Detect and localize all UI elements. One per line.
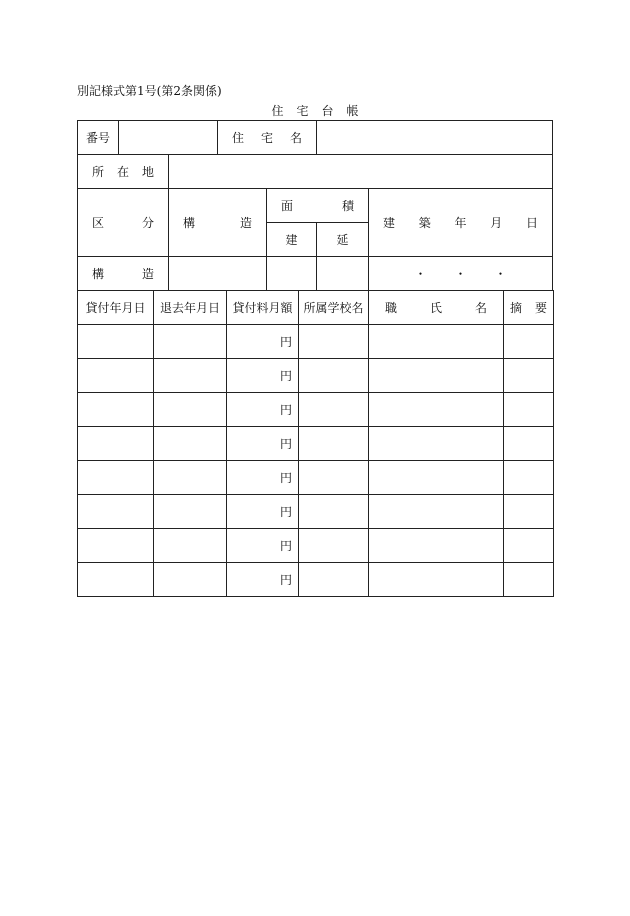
total-floor-area-value[interactable] xyxy=(316,256,369,291)
char: 所 xyxy=(92,165,105,179)
char: 氏 xyxy=(429,301,442,315)
column-header xyxy=(368,290,504,325)
table-cell[interactable]: 円 xyxy=(226,562,299,597)
table-cell[interactable] xyxy=(368,324,504,359)
table-cell[interactable] xyxy=(503,324,554,359)
char: 号 xyxy=(98,131,111,145)
location-value[interactable] xyxy=(168,154,553,189)
table-cell[interactable] xyxy=(503,426,554,461)
char: 職 xyxy=(385,301,398,315)
table-cell[interactable] xyxy=(153,426,227,461)
char: 地 xyxy=(141,165,154,179)
table-cell[interactable] xyxy=(503,562,554,597)
char: ・ xyxy=(414,267,427,281)
house-name-value[interactable] xyxy=(316,120,553,155)
table-cell[interactable] xyxy=(298,494,369,529)
char: 造 xyxy=(141,267,154,281)
table-cell[interactable] xyxy=(368,392,504,427)
column-header: 所属学校名 xyxy=(298,290,369,325)
table-cell[interactable] xyxy=(368,494,504,529)
table-cell[interactable] xyxy=(298,528,369,563)
char: ・ xyxy=(494,267,507,281)
table-cell[interactable] xyxy=(153,460,227,495)
table-cell[interactable] xyxy=(298,562,369,597)
char: 築 xyxy=(418,216,431,230)
char: 分 xyxy=(141,216,154,230)
number-value[interactable] xyxy=(118,120,218,155)
char: 名 xyxy=(474,301,487,315)
table-cell[interactable] xyxy=(153,528,227,563)
house-name-label xyxy=(217,120,317,155)
construction-date-label xyxy=(368,188,553,257)
table-cell[interactable] xyxy=(298,392,369,427)
char: 月 xyxy=(490,216,503,230)
column-header: 退去年月日 xyxy=(153,290,227,325)
structure-value[interactable] xyxy=(168,256,267,291)
table-cell[interactable] xyxy=(298,426,369,461)
char: 造 xyxy=(239,216,252,230)
table-cell[interactable]: 円 xyxy=(226,494,299,529)
table-cell[interactable] xyxy=(153,358,227,393)
table-cell[interactable] xyxy=(503,392,554,427)
table-cell[interactable]: 円 xyxy=(226,324,299,359)
char: 面 xyxy=(281,199,294,213)
location-label xyxy=(77,154,169,189)
number-label xyxy=(77,120,119,155)
char: 構 xyxy=(92,267,105,281)
table-cell[interactable] xyxy=(368,528,504,563)
table-cell[interactable]: 円 xyxy=(226,528,299,563)
form-title: 住宅台帳 xyxy=(271,104,372,118)
form-caption: 別記様式第1号(第2条関係) xyxy=(77,84,222,98)
table-cell[interactable] xyxy=(368,358,504,393)
table-cell[interactable] xyxy=(77,460,154,495)
char: ・ xyxy=(454,267,467,281)
table-cell[interactable]: 円 xyxy=(226,358,299,393)
building-area-label: 建 xyxy=(266,222,317,257)
table-cell[interactable] xyxy=(77,324,154,359)
table-cell[interactable] xyxy=(153,392,227,427)
char: 日 xyxy=(525,216,538,230)
table-cell[interactable] xyxy=(153,494,227,529)
char: 区 xyxy=(92,216,105,230)
total-floor-area-label: 延 xyxy=(316,222,369,257)
char: 摘 xyxy=(510,301,523,315)
table-cell[interactable] xyxy=(153,324,227,359)
column-header xyxy=(503,290,554,325)
building-area-value[interactable] xyxy=(266,256,317,291)
char: 構 xyxy=(183,216,196,230)
table-cell[interactable] xyxy=(77,392,154,427)
table-cell[interactable] xyxy=(368,562,504,597)
area-label xyxy=(266,188,369,223)
table-cell[interactable] xyxy=(368,426,504,461)
char: 年 xyxy=(454,216,467,230)
column-header: 貸付年月日 xyxy=(77,290,154,325)
table-cell[interactable] xyxy=(298,358,369,393)
char: 番 xyxy=(85,131,98,145)
table-cell[interactable] xyxy=(77,358,154,393)
table-cell[interactable] xyxy=(503,358,554,393)
division-label xyxy=(77,188,169,257)
table-cell[interactable]: 円 xyxy=(226,426,299,461)
char: 住 xyxy=(232,131,245,145)
table-cell[interactable] xyxy=(298,460,369,495)
char: 名 xyxy=(289,131,302,145)
table-cell[interactable]: 円 xyxy=(226,460,299,495)
table-cell[interactable]: 円 xyxy=(226,392,299,427)
table-cell[interactable] xyxy=(503,528,554,563)
char: 在 xyxy=(116,165,129,179)
column-header: 貸付料月額 xyxy=(226,290,299,325)
construction-date-value xyxy=(368,256,553,291)
table-cell[interactable] xyxy=(153,562,227,597)
structure-row-label xyxy=(77,256,169,291)
table-cell[interactable] xyxy=(77,528,154,563)
table-cell[interactable] xyxy=(77,494,154,529)
char: 積 xyxy=(341,199,354,213)
table-cell[interactable] xyxy=(503,494,554,529)
table-cell[interactable] xyxy=(77,562,154,597)
table-cell[interactable] xyxy=(77,426,154,461)
char: 宅 xyxy=(260,131,273,145)
char: 建 xyxy=(383,216,396,230)
table-cell[interactable] xyxy=(503,460,554,495)
table-cell[interactable] xyxy=(298,324,369,359)
structure-label xyxy=(168,188,267,257)
table-cell[interactable] xyxy=(368,460,504,495)
char: 要 xyxy=(534,301,547,315)
